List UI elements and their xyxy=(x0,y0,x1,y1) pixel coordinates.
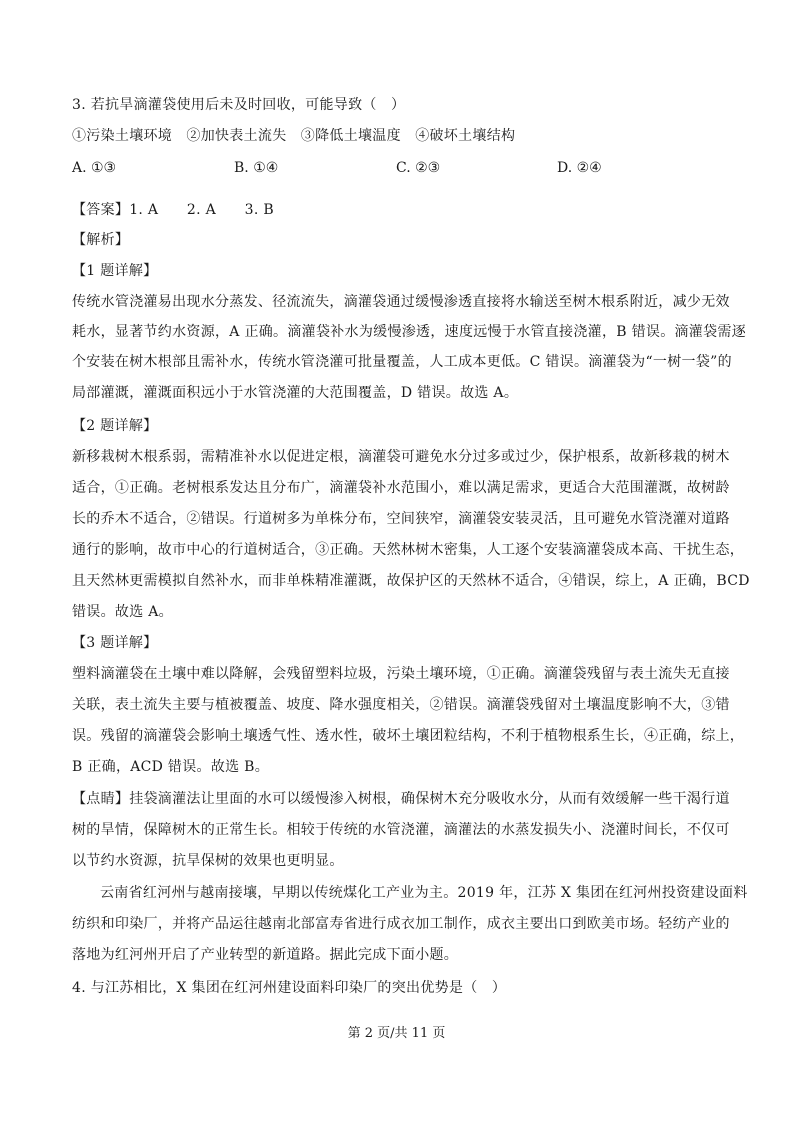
paragraph-line: 适合，①正确。老树根系发达且分布广，滴灌袋补水范围小，难以满足需求，更适合大范围灌溉，故树龄 xyxy=(72,480,730,496)
paragraph-line: 纺织和印染厂，并将产品运往越南北部富寿省进行成衣加工制作，成衣主要出口到欧美市场。轻纺产业的 xyxy=(72,916,730,932)
paragraph-line: 误。残留的滴灌袋会影响土壤透气性、透水性，破坏土壤团粒结构，不利于植物根系生长，④正确，综上， xyxy=(72,728,745,744)
paragraph-line: 耗水，显著节约水资源，A 正确。滴灌袋补水为缓慢渗透，速度远慢于水管直接浇灌，B 错误。滴灌袋需逐 xyxy=(72,324,746,340)
paragraph-line: 云南省红河州与越南接壤，早期以传统煤化工产业为主。2019 年，江苏 X 集团在红河州投资建设面料 xyxy=(100,885,748,901)
paragraph-line: 塑料滴灌袋在土壤中难以降解，会残留塑料垃圾，污染土壤环境，①正确。滴灌袋残留与表土流失无直接 xyxy=(72,666,730,682)
q3-stem: 3. 若抗旱滴灌袋使用后未及时回收，可能导致（ ） xyxy=(72,97,406,113)
paragraph-line: B 正确，ACD 错误。故选 B。 xyxy=(72,759,270,775)
analysis-label: 【解析】 xyxy=(72,232,130,248)
detail-1-heading: 【1 题详解】 xyxy=(72,263,158,279)
answer-line: 【答案】1. A 2. A 3. B xyxy=(72,202,274,218)
q3-option-a: A. ①③ xyxy=(72,160,117,176)
paragraph-line: 通行的影响，故市中心的行道树适合，③正确。天然林树木密集，人工逐个安装滴灌袋成本高、干扰生态， xyxy=(72,542,745,558)
q3-statements: ①污染土壤环境 ②加快表土流失 ③降低土壤温度 ④破坏土壤结构 xyxy=(72,128,516,144)
q3-option-b: B. ①④ xyxy=(234,160,279,176)
paragraph-line: 传统水管浇灌易出现水分蒸发、径流流失，滴灌袋通过缓慢渗透直接将水输送至树木根系附近，减少无效 xyxy=(72,294,730,310)
q4-stem: 4. 与江苏相比，X 集团在红河州建设面料印染厂的突出优势是（ ） xyxy=(72,980,507,996)
paragraph-line: 长的乔木不适合，②错误。行道树多为单株分布，空间狭窄，滴灌袋安装灵活，且可避免水管浇灌对道路 xyxy=(72,511,730,527)
paragraph-line: 错误。故选 A。 xyxy=(72,604,173,620)
paragraph-line: 关联，表土流失主要与植被覆盖、坡度、降水强度相关，②错误。滴灌袋残留对土壤温度影响不大，③错 xyxy=(72,697,730,713)
paragraph-line: 落地为红河州开启了产业转型的新道路。据此完成下面小题。 xyxy=(72,947,459,963)
paragraph-line: 以节约水资源，抗旱保树的效果也更明显。 xyxy=(72,853,344,869)
paragraph-line: 树的旱情，保障树木的正常生长。相较于传统的水管浇灌，滴灌法的水蒸发损失小、浇灌时间长，不仅可 xyxy=(72,822,730,838)
paragraph-line: 【点睛】挂袋滴灌法让里面的水可以缓慢渗入树根，确保树木充分吸收水分，从而有效缓解一些干渴行道 xyxy=(72,791,730,807)
q3-option-c: C. ②③ xyxy=(396,160,441,176)
detail-3-heading: 【3 题详解】 xyxy=(72,635,158,651)
paragraph-line: 新移栽树木根系弱，需精准补水以促进定根，滴灌袋可避免水分过多或过少，保护根系，故新移栽的树木 xyxy=(72,449,730,465)
paragraph-line: 局部灌溉，灌溉面积远小于水管浇灌的大范围覆盖，D 错误。故选 A。 xyxy=(72,385,519,401)
detail-2-heading: 【2 题详解】 xyxy=(72,418,158,434)
page-footer: 第 2 页/共 11 页 xyxy=(347,1026,446,1041)
q3-option-d: D. ②④ xyxy=(557,160,602,176)
paragraph-line: 且天然林更需模拟自然补水，而非单株精准灌溉，故保护区的天然林不适合，④错误，综上，A 正确，BCD xyxy=(72,573,750,589)
paragraph-line: 个安装在树木根部且需补水，传统水管浇灌可批量覆盖，人工成本更低。C 错误。滴灌袋为“一树一袋”的 xyxy=(72,354,732,370)
